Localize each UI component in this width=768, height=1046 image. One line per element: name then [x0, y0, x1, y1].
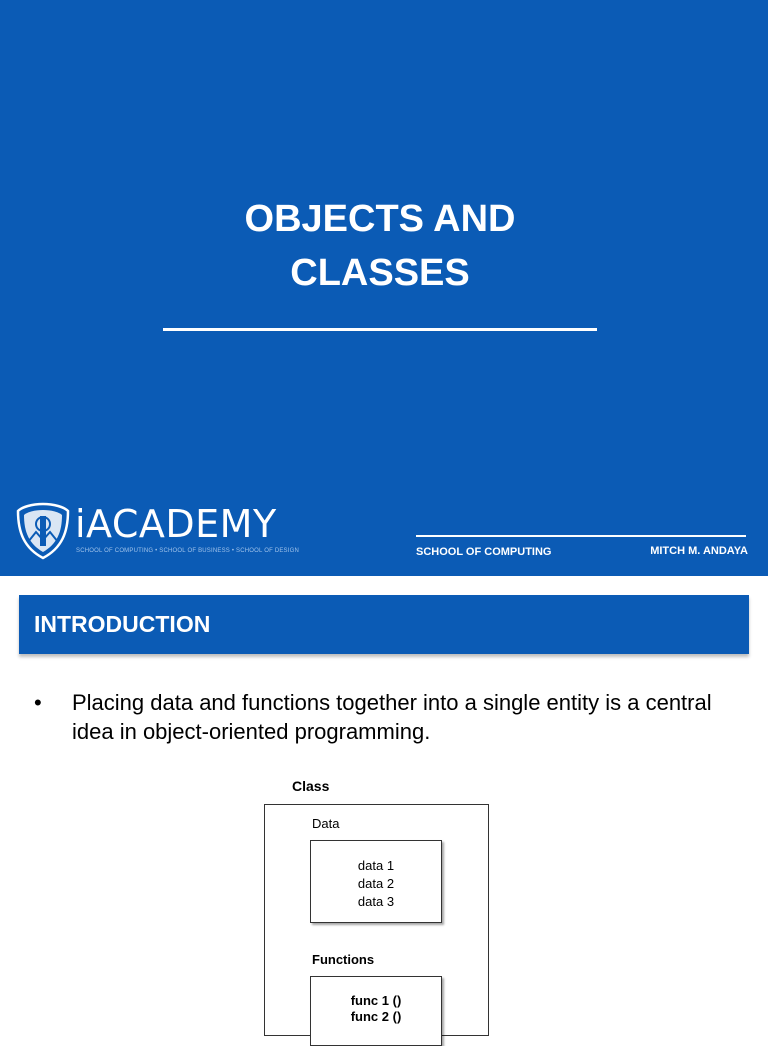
function-item: func 1 () — [350, 993, 402, 1008]
data-item: data 3 — [357, 894, 395, 909]
class-label: Class — [292, 778, 330, 794]
author-name: MITCH M. ANDAYA — [650, 545, 748, 557]
content-slide — [0, 576, 768, 1024]
slide-title-line-2: CLASSES — [290, 252, 470, 294]
data-box — [310, 840, 442, 923]
title-divider — [163, 328, 597, 331]
section-header — [19, 595, 749, 654]
logo-wordmark: iACADEMY — [75, 502, 277, 546]
function-item: func 2 () — [350, 1009, 402, 1024]
data-item: data 2 — [357, 876, 395, 891]
footer-divider — [416, 535, 746, 537]
functions-label: Functions — [312, 952, 375, 967]
data-item: data 1 — [357, 858, 395, 873]
slide-title-line-1: OBJECTS AND — [244, 198, 516, 240]
data-label: Data — [312, 816, 340, 831]
shield-logo-icon — [16, 502, 70, 560]
logo-tagline: SCHOOL OF COMPUTING • SCHOOL OF BUSINESS • SCHOOL OF DESIGN — [76, 548, 300, 554]
slide-title — [0, 192, 760, 300]
school-name: SCHOOL OF COMPUTING — [416, 546, 552, 558]
functions-box — [310, 976, 442, 1046]
bullet-icon: • — [34, 690, 42, 715]
section-header-title: INTRODUCTION — [34, 611, 211, 637]
bullet-text: Placing data and functions together into a single entity is a central idea in object-oriented programming. — [72, 690, 712, 744]
